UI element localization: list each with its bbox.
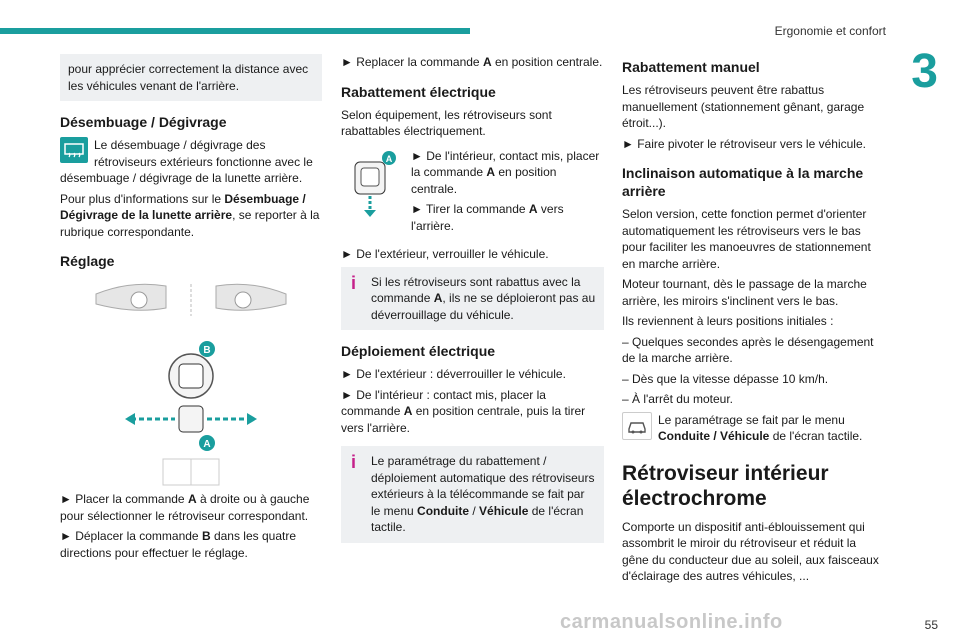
heading-deploiement: Déploiement électrique [341,343,496,359]
parametrage-text: Le paramétrage se fait par le menu Conduite / Véhicule de l'écran tactile. [658,412,863,443]
inclinaison-1: Selon version, cette fonction permet d'orienter automatiquement les rétroviseurs vers le bas pour faciliter les manoeuvres de stationnement en marche arrière. [622,207,871,271]
replacer-text: ► Replacer la commande A en position centrale. [341,55,603,69]
header-accent-bar [0,28,470,34]
rabattement-steps: ► De l'intérieur, contact mis, placer la commande A en position centrale. ► Tirer la commande A vers l'arrière. [411,148,600,233]
info-icon: i [351,272,357,293]
inclinaison-4: – Quelques secondes après le désengagement de la marche arrière. [622,334,874,365]
label-A: A [203,439,211,450]
inclinaison-3: Ils reviennent à leurs positions initiales : [622,314,834,328]
heading-reglage: Réglage [60,253,115,269]
column-2 [341,54,604,555]
heading-inclinaison: Inclinaison automatique à la marche arrière [622,165,864,199]
defrost-icon [60,137,88,163]
rabattement-intro: Selon équipement, les rétroviseurs sont rabattables électriquement. [341,107,552,138]
deploiement-step-2: ► De l'intérieur : contact mis, placer la commande A en position centrale, puis la tirer vers l'arrière. [341,387,586,435]
inclinaison-2: Moteur tournant, dès le passage de la marche arrière, les miroirs s'inclinent vers le bas. [622,277,867,308]
mirror-adjust-figure [91,276,291,491]
chapter-number: 3 [911,45,938,98]
section-title: Ergonomie et confort [774,24,886,38]
reglage-step-2: ► Déplacer la commande B dans les quatre directions pour effectuer le réglage. [60,529,296,560]
mirror-control-figure [341,148,403,218]
inclinaison-5: – Dès que la vitesse dépasse 10 km/h. [622,371,829,386]
note-text: pour apprécier correctement la distance avec les véhicules venant de l'arrière. [68,62,309,93]
info-note-1: i Si les rétroviseurs sont rabattus avec la commande A, ils ne se déploieront pas au déverrouillage du véhicule. [341,267,604,331]
reglage-step-1: ► Placer la commande A à droite ou à gauche pour sélectionner le rétroviseur correspondant. [60,492,310,523]
deploiement-step-1: ► De l'extérieur : déverrouiller le véhicule. [341,367,566,381]
info-icon: i [351,452,357,472]
column-3 [622,54,884,589]
manuel-text: Les rétroviseurs peuvent être rabattus manuellement (stationnement gênant, garage étroit...). [622,83,865,130]
inclinaison-6: – À l'arrêt du moteur. [622,392,734,406]
desembuage-ref: Pour plus d'informations sur le Désembuage / Dégivrage de la lunette arrière, se reporter à la rubrique correspondante. [60,191,320,239]
column-1 [60,54,322,565]
label-B: B [203,345,211,356]
rabattement-block [341,148,604,239]
retroviseur-text: Comporte un dispositif anti-éblouissement qui assombrit le miroir du rétroviseur et réduit la gêne du conducteur due au soleil, aux faisceaux d'éclairage des autres véhicules, ... [622,519,879,583]
heading-desembuage: Désembuage / Dégivrage [60,114,227,130]
info-note-2: i Le paramétrage du rabattement / déploiement automatique des rétroviseurs extérieurs à la télécommande se fait par le menu Conduite / Véhicule de l'écran tactile. [341,446,604,543]
page-number: 55 [924,618,938,632]
heading-retroviseur-interieur: Rétroviseur intérieur électrochrome [622,461,829,510]
label-A-2: A [385,153,393,164]
watermark: carmanualsonline.info [560,611,783,633]
rabattement-step-3: ► De l'extérieur, verrouiller le véhicule. [341,247,549,261]
heading-rabattement-manuel: Rabattement manuel [622,59,760,75]
desembuage-text: Le désembuage / dégivrage des rétroviseurs extérieurs fonctionne avec le désembuage / dégivrage de la lunette arrière. [60,138,313,185]
car-settings-icon [622,412,652,440]
note-box [60,54,322,101]
manuel-step: ► Faire pivoter le rétroviseur vers le véhicule. [622,136,866,151]
heading-rabattement-electrique: Rabattement électrique [341,83,496,100]
